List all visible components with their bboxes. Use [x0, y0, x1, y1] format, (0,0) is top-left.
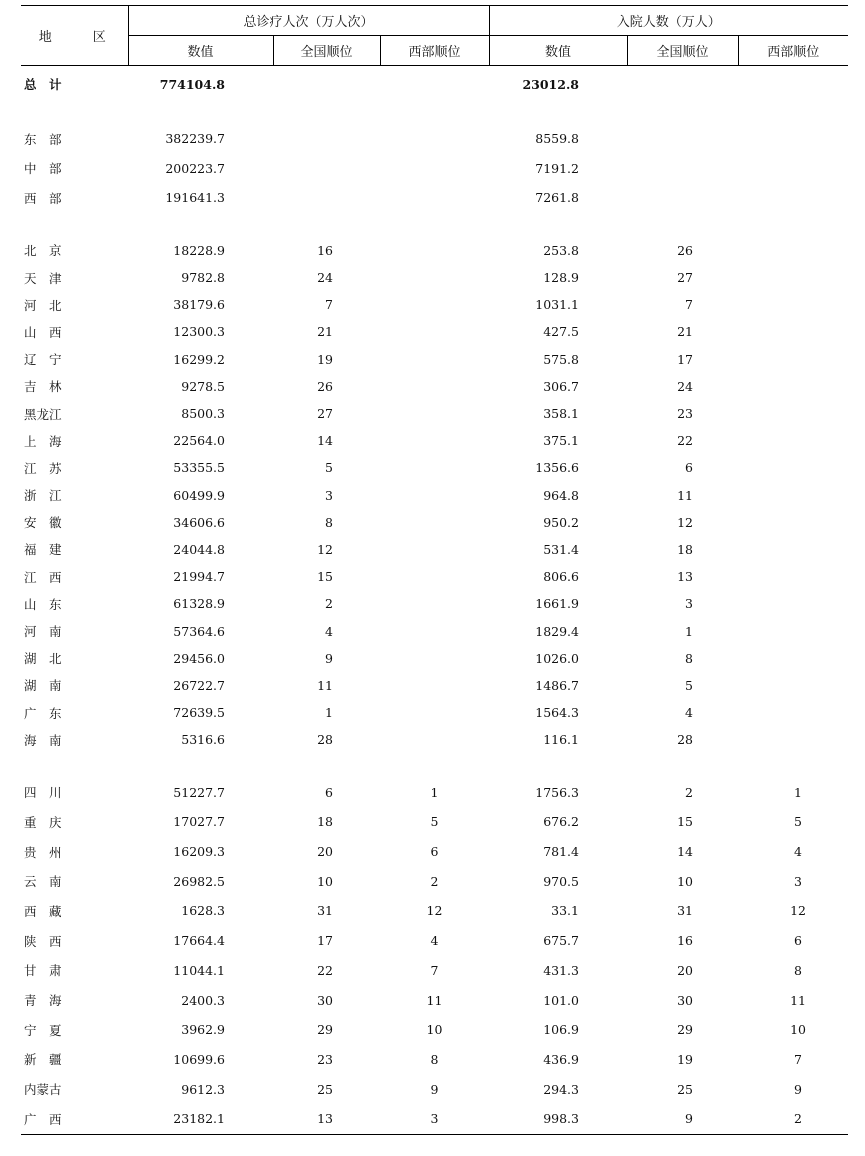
outpatient-value-cell: 34606.6: [173, 514, 225, 530]
region-cell: 广 西: [21, 1104, 128, 1134]
outpatient-value-cell: 26982.5: [173, 873, 225, 889]
table-row: [21, 183, 848, 213]
outpatient-national-rank-cell: 20: [317, 844, 333, 860]
outpatient-value-cell: 53355.5: [173, 460, 225, 476]
table-row: [21, 400, 848, 427]
outpatient-western-rank-cell: 12: [426, 903, 443, 919]
outpatient-western-rank-cell: [380, 154, 489, 184]
inpatient-value-cell: 116.1: [543, 732, 579, 748]
outpatient-western-rank-cell: [380, 400, 489, 427]
inpatient-value-cell: 1026.0: [535, 650, 579, 666]
region-cell: 辽 宁: [24, 352, 62, 368]
inpatient-value-cell: 8559.8: [535, 131, 579, 147]
inpatient-value-cell: 306.7: [543, 378, 579, 394]
table-row: [21, 866, 848, 896]
outpatient-value-cell: 22564.0: [173, 433, 225, 449]
inpatient-value-cell: 7191.2: [535, 160, 579, 176]
region-cell: 黑龙江: [24, 406, 62, 422]
inpatient-national-rank-cell: 1: [685, 623, 693, 639]
outpatient-western-rank-cell: [380, 481, 489, 508]
inpatient-national-rank-cell: 25: [677, 1081, 693, 1097]
outpatient-value-cell: 11044.1: [173, 962, 225, 978]
outpatient-western-rank-cell: [380, 509, 489, 536]
outpatient-western-rank-cell: [380, 590, 489, 617]
inpatient-national-rank-cell: 24: [677, 378, 693, 394]
region-cell: 江 苏: [24, 460, 62, 476]
outpatient-value-cell: 1628.3: [181, 903, 225, 919]
inpatient-national-rank-cell: 5: [685, 677, 693, 693]
outpatient-national-rank-cell: 11: [317, 677, 333, 693]
outpatient-value-cell: 9612.3: [181, 1081, 225, 1097]
outpatient-value-cell: 9782.8: [181, 270, 225, 286]
outpatient-western-rank-cell: 3: [380, 1104, 489, 1134]
table-row: [21, 617, 848, 644]
region-cell: 西 藏: [24, 903, 62, 919]
table-row: [21, 926, 848, 956]
inpatient-value-cell: 358.1: [543, 406, 579, 421]
outpatient-value-cell: 38179.6: [173, 297, 225, 313]
table-row: [21, 985, 848, 1015]
inpatient-value-cell: 375.1: [543, 433, 579, 449]
inpatient-national-rank-cell: 14: [677, 844, 693, 860]
table-row: [21, 346, 848, 373]
outpatient-national-rank-cell: 16: [317, 242, 333, 258]
outpatient-value-cell: 29456.0: [173, 650, 225, 666]
outpatient-western-rank-cell: [380, 183, 489, 213]
inpatient-western-rank-cell: 2: [738, 1104, 848, 1134]
table-row: [21, 237, 848, 264]
inpatient-national-rank-cell: 16: [677, 933, 693, 949]
region-cell: 海 南: [24, 732, 62, 748]
region-cell: 内蒙古: [24, 1082, 62, 1098]
inpatient-value-cell: 294.3: [543, 1081, 579, 1097]
outpatient-national-rank-cell: 25: [317, 1081, 333, 1097]
region-cell: 江 西: [24, 569, 62, 585]
table-row: [21, 896, 848, 926]
region-cell: 重 庆: [24, 814, 62, 830]
region-cell: 中 部: [24, 161, 62, 177]
table-row: [21, 318, 848, 345]
outpatient-national-rank-cell: 13: [273, 1104, 380, 1134]
outpatient-national-rank-cell: 2: [325, 596, 333, 612]
inpatient-value-cell: 23012.8: [522, 76, 579, 92]
table-row: [21, 536, 848, 563]
inpatient-value-cell: 806.6: [543, 569, 579, 585]
region-cell: 东 部: [24, 131, 62, 147]
outpatient-national-rank-cell: 14: [317, 433, 333, 449]
region-cell: 陕 西: [24, 933, 62, 949]
region-cell: 四 川: [24, 785, 62, 801]
table-row: [21, 427, 848, 454]
table-row: [21, 955, 848, 985]
outpatient-value-cell: 12300.3: [173, 324, 225, 340]
inpatient-national-rank-cell: 17: [677, 351, 693, 367]
outpatient-national-rank-cell: 18: [317, 814, 333, 830]
outpatient-value-cell: 10699.6: [173, 1051, 225, 1067]
inpatient-western-rank-cell: [738, 563, 848, 590]
inpatient-value-cell: 950.2: [543, 514, 579, 530]
region-cell: 广 东: [24, 705, 62, 721]
table-row: [21, 291, 848, 318]
outpatient-national-rank-cell: 30: [317, 992, 333, 1008]
inpatient-national-rank-cell: 30: [677, 992, 693, 1008]
outpatient-western-rank-cell: [380, 699, 489, 726]
inpatient-value-cell: 1756.3: [535, 784, 579, 800]
outpatient-national-rank-cell: 31: [317, 903, 333, 919]
inpatient-national-rank-cell: 15: [677, 814, 693, 830]
outpatient-western-rank-cell: [380, 427, 489, 454]
inpatient-western-rank-cell: 6: [794, 933, 802, 949]
outpatient-national-rank-cell: [273, 183, 380, 213]
table-row: [21, 509, 848, 536]
region-cell: 安 徽: [24, 515, 62, 531]
inpatient-value-cell: 1564.3: [535, 705, 579, 721]
outpatient-national-rank-cell: 19: [317, 351, 333, 367]
outpatient-western-rank-cell: 2: [430, 873, 439, 889]
inpatient-western-rank-cell: [738, 373, 848, 400]
outpatient-western-rank-cell: [380, 563, 489, 590]
outpatient-national-rank-cell: 15: [317, 569, 333, 585]
outpatient-value-cell: 9278.5: [181, 378, 225, 394]
region-cell: 新 疆: [24, 1052, 62, 1068]
inpatient-western-rank-cell: [738, 291, 848, 318]
outpatient-value-cell: 382239.7: [165, 131, 225, 147]
inpatient-national-rank-cell: 26: [677, 242, 693, 258]
outpatient-value-cell: 774104.8: [159, 76, 225, 92]
outpatient-national-rank-cell: 23: [317, 1051, 333, 1067]
inpatient-value-cell: 675.7: [543, 933, 579, 949]
table-row: [21, 645, 848, 672]
table-row: [21, 726, 848, 753]
table-row: [21, 699, 848, 726]
outpatient-national-rank-cell: 8: [325, 514, 333, 530]
outpatient-western-rank-cell: 9: [430, 1081, 439, 1097]
inpatient-national-rank-cell: 13: [677, 569, 693, 585]
outpatient-western-rank-cell: [380, 318, 489, 345]
region-cell: 河 南: [24, 624, 62, 639]
inpatient-national-rank-cell: 23: [677, 406, 693, 421]
header-outpatient-western-rank: 西部顺位: [380, 36, 489, 66]
header-inpatient-national-rank: 全国顺位: [627, 36, 738, 66]
inpatient-value-cell: 1356.6: [535, 460, 579, 476]
inpatient-western-rank-cell: 1: [794, 784, 802, 800]
outpatient-national-rank-cell: 6: [325, 784, 333, 800]
inpatient-value-cell: 431.3: [543, 962, 579, 978]
region-cell: 湖 北: [24, 651, 62, 667]
table-row: [21, 837, 848, 867]
region-cell: 河 北: [24, 297, 62, 313]
outpatient-western-rank-cell: [380, 291, 489, 318]
table-row: [21, 590, 848, 617]
inpatient-national-rank-cell: 22: [677, 433, 693, 449]
outpatient-western-rank-cell: 7: [430, 962, 439, 978]
inpatient-national-rank-cell: 4: [685, 705, 693, 721]
table-row: [21, 124, 848, 154]
outpatient-national-rank-cell: 17: [317, 933, 333, 949]
inpatient-value-cell: 253.8: [543, 242, 579, 258]
outpatient-western-rank-cell: [380, 726, 489, 753]
inpatient-western-rank-cell: 10: [790, 1022, 806, 1038]
header-region: 地 区: [21, 6, 128, 66]
inpatient-national-rank-cell: [627, 124, 738, 154]
table-row: [21, 454, 848, 481]
outpatient-western-rank-cell: 4: [430, 933, 439, 949]
region-cell: 山 西: [24, 324, 62, 340]
spacer-row: [21, 213, 848, 237]
outpatient-western-rank-cell: [380, 645, 489, 672]
header-outpatient-value: 数值: [128, 36, 273, 66]
outpatient-national-rank-cell: 27: [317, 406, 333, 421]
outpatient-value-cell: 72639.5: [173, 705, 225, 721]
inpatient-value-cell: 427.5: [543, 324, 579, 340]
outpatient-value-cell: 51227.7: [173, 784, 225, 800]
outpatient-value-cell: 2400.3: [181, 992, 225, 1008]
region-cell: 福 建: [24, 542, 62, 558]
inpatient-value-cell: 436.9: [543, 1051, 579, 1067]
inpatient-national-rank-cell: 7: [685, 297, 693, 313]
inpatient-value-cell: 575.8: [543, 351, 579, 367]
outpatient-western-rank-cell: [380, 237, 489, 264]
inpatient-western-rank-cell: [738, 154, 848, 184]
inpatient-value-cell: 676.2: [543, 814, 579, 830]
inpatient-western-rank-cell: 8: [794, 962, 802, 978]
inpatient-value-cell: 128.9: [543, 270, 579, 286]
outpatient-western-rank-cell: [380, 617, 489, 644]
outpatient-western-rank-cell: 6: [430, 844, 439, 860]
inpatient-national-rank-cell: 27: [677, 270, 693, 286]
table-row: [21, 373, 848, 400]
inpatient-western-rank-cell: 7: [794, 1051, 802, 1067]
inpatient-national-rank-cell: 10: [677, 873, 693, 889]
outpatient-western-rank-cell: 1: [430, 784, 439, 800]
outpatient-western-rank-cell: [380, 454, 489, 481]
outpatient-national-rank-cell: 28: [317, 732, 333, 748]
inpatient-western-rank-cell: [738, 264, 848, 291]
outpatient-western-rank-cell: [380, 66, 489, 103]
inpatient-western-rank-cell: 12: [790, 903, 806, 919]
inpatient-national-rank-cell: 9: [627, 1104, 738, 1134]
table-row: [21, 481, 848, 508]
inpatient-western-rank-cell: [738, 672, 848, 699]
inpatient-western-rank-cell: [738, 699, 848, 726]
inpatient-national-rank-cell: 18: [677, 541, 693, 557]
table-row: [21, 563, 848, 590]
inpatient-value-cell: 106.9: [543, 1022, 579, 1038]
inpatient-national-rank-cell: 2: [685, 784, 693, 800]
inpatient-western-rank-cell: [738, 454, 848, 481]
outpatient-national-rank-cell: 29: [317, 1022, 333, 1038]
inpatient-national-rank-cell: 3: [685, 596, 693, 612]
table-body: [21, 66, 848, 1135]
inpatient-value-cell: 998.3: [489, 1104, 627, 1134]
outpatient-western-rank-cell: [380, 264, 489, 291]
outpatient-value-cell: 8500.3: [181, 406, 225, 421]
inpatient-western-rank-cell: [738, 346, 848, 373]
outpatient-value-cell: 3962.9: [181, 1022, 225, 1038]
table-row: [21, 1015, 848, 1045]
table-row: [21, 1045, 848, 1075]
outpatient-national-rank-cell: 4: [325, 623, 333, 639]
outpatient-western-rank-cell: [380, 373, 489, 400]
outpatient-western-rank-cell: [380, 672, 489, 699]
outpatient-value-cell: 16299.2: [173, 351, 225, 367]
outpatient-value-cell: 18228.9: [173, 242, 225, 258]
outpatient-national-rank-cell: 1: [325, 705, 333, 721]
inpatient-national-rank-cell: [627, 66, 738, 103]
table-row: [21, 1104, 848, 1134]
outpatient-western-rank-cell: [380, 346, 489, 373]
inpatient-national-rank-cell: 31: [677, 903, 693, 919]
outpatient-national-rank-cell: 7: [325, 297, 333, 313]
outpatient-national-rank-cell: 12: [317, 541, 333, 557]
region-cell: 北 京: [24, 243, 62, 259]
region-cell: 上 海: [24, 433, 62, 449]
inpatient-national-rank-cell: [627, 183, 738, 213]
table-row: [21, 154, 848, 184]
inpatient-value-cell: 970.5: [543, 873, 579, 889]
table-row: [21, 672, 848, 699]
inpatient-western-rank-cell: 5: [794, 814, 802, 830]
outpatient-western-rank-cell: 11: [426, 992, 443, 1008]
outpatient-value-cell: 26722.7: [173, 677, 225, 693]
inpatient-western-rank-cell: [738, 509, 848, 536]
inpatient-western-rank-cell: [738, 481, 848, 508]
inpatient-value-cell: 33.1: [551, 903, 579, 919]
outpatient-western-rank-cell: 10: [426, 1022, 443, 1038]
inpatient-western-rank-cell: [738, 645, 848, 672]
region-cell: 云 南: [24, 874, 62, 890]
inpatient-national-rank-cell: [627, 154, 738, 184]
header-inpatient-value: 数值: [489, 36, 627, 66]
outpatient-western-rank-cell: 8: [430, 1051, 439, 1067]
table-row: [21, 264, 848, 291]
outpatient-national-rank-cell: 10: [317, 873, 333, 889]
region-cell: 贵 州: [24, 844, 62, 860]
outpatient-value-cell: 23182.1: [128, 1104, 273, 1134]
region-cell: 天 津: [24, 270, 62, 286]
outpatient-national-rank-cell: 21: [317, 324, 333, 340]
inpatient-national-rank-cell: 28: [677, 732, 693, 748]
header-inpatient-western-rank: 西部顺位: [738, 36, 848, 66]
outpatient-national-rank-cell: 26: [317, 378, 333, 394]
outpatient-value-cell: 21994.7: [173, 569, 225, 585]
region-cell: 山 东: [24, 596, 62, 612]
inpatient-value-cell: 1661.9: [535, 596, 579, 612]
inpatient-western-rank-cell: [738, 617, 848, 644]
inpatient-western-rank-cell: [738, 66, 848, 103]
inpatient-value-cell: 1829.4: [535, 623, 579, 639]
inpatient-national-rank-cell: 19: [677, 1051, 693, 1067]
inpatient-western-rank-cell: 4: [794, 844, 802, 860]
outpatient-value-cell: 24044.8: [173, 541, 225, 557]
inpatient-western-rank-cell: 9: [794, 1081, 802, 1097]
outpatient-national-rank-cell: [273, 124, 380, 154]
header-outpatient-group: 总诊疗人次（万人次）: [128, 6, 489, 36]
outpatient-value-cell: 200223.7: [165, 160, 225, 176]
spacer-row: [21, 102, 848, 124]
outpatient-value-cell: 61328.9: [173, 596, 225, 612]
inpatient-western-rank-cell: [738, 400, 848, 427]
region-cell: 青 海: [24, 993, 62, 1008]
inpatient-western-rank-cell: [738, 318, 848, 345]
outpatient-value-cell: 17664.4: [173, 933, 225, 949]
region-cell: 西 部: [24, 190, 62, 206]
table-row: [21, 777, 848, 807]
region-cell: 总 计: [24, 77, 62, 92]
inpatient-national-rank-cell: 6: [685, 460, 693, 476]
inpatient-value-cell: 7261.8: [535, 190, 579, 206]
spacer-row: [21, 753, 848, 777]
outpatient-national-rank-cell: 24: [317, 270, 333, 286]
inpatient-national-rank-cell: 8: [685, 650, 693, 666]
outpatient-national-rank-cell: [273, 66, 380, 103]
region-cell: 浙 江: [24, 488, 62, 504]
inpatient-value-cell: 531.4: [543, 541, 579, 557]
outpatient-value-cell: 17027.7: [173, 814, 225, 830]
outpatient-national-rank-cell: [273, 154, 380, 184]
table-row: [21, 1074, 848, 1104]
outpatient-western-rank-cell: 5: [430, 814, 439, 830]
table-row-total: [21, 66, 848, 103]
inpatient-western-rank-cell: [738, 427, 848, 454]
region-cell: 甘 肃: [24, 963, 62, 979]
table-header: [21, 6, 848, 66]
outpatient-western-rank-cell: [380, 536, 489, 563]
inpatient-western-rank-cell: [738, 590, 848, 617]
statistics-table: [21, 5, 848, 1135]
outpatient-value-cell: 57364.6: [173, 623, 225, 639]
inpatient-value-cell: 101.0: [543, 992, 579, 1008]
inpatient-value-cell: 1486.7: [535, 677, 579, 693]
inpatient-western-rank-cell: [738, 536, 848, 563]
outpatient-value-cell: 60499.9: [173, 487, 225, 503]
inpatient-value-cell: 781.4: [543, 844, 579, 860]
inpatient-national-rank-cell: 29: [677, 1022, 693, 1038]
inpatient-national-rank-cell: 21: [677, 324, 693, 340]
table-row: [21, 807, 848, 837]
outpatient-western-rank-cell: [380, 124, 489, 154]
outpatient-value-cell: 16209.3: [173, 844, 225, 860]
header-outpatient-national-rank: 全国顺位: [273, 36, 380, 66]
inpatient-western-rank-cell: [738, 124, 848, 154]
outpatient-national-rank-cell: 22: [317, 962, 333, 978]
outpatient-national-rank-cell: 9: [325, 650, 333, 666]
inpatient-national-rank-cell: 20: [677, 962, 693, 978]
inpatient-western-rank-cell: 11: [790, 992, 806, 1008]
inpatient-western-rank-cell: 3: [794, 873, 802, 889]
inpatient-value-cell: 1031.1: [535, 297, 579, 313]
inpatient-western-rank-cell: [738, 726, 848, 753]
outpatient-national-rank-cell: 5: [325, 460, 333, 476]
inpatient-national-rank-cell: 11: [677, 487, 693, 503]
inpatient-western-rank-cell: [738, 183, 848, 213]
region-cell: 吉 林: [24, 379, 62, 395]
header-inpatient-group: 入院人数（万人）: [489, 6, 848, 36]
inpatient-western-rank-cell: [738, 237, 848, 264]
region-cell: 宁 夏: [24, 1022, 62, 1038]
outpatient-national-rank-cell: 3: [325, 487, 333, 503]
inpatient-national-rank-cell: 12: [677, 514, 693, 530]
outpatient-value-cell: 5316.6: [181, 732, 225, 748]
outpatient-value-cell: 191641.3: [165, 190, 225, 206]
region-cell: 湖 南: [24, 678, 62, 694]
inpatient-value-cell: 964.8: [543, 487, 579, 503]
